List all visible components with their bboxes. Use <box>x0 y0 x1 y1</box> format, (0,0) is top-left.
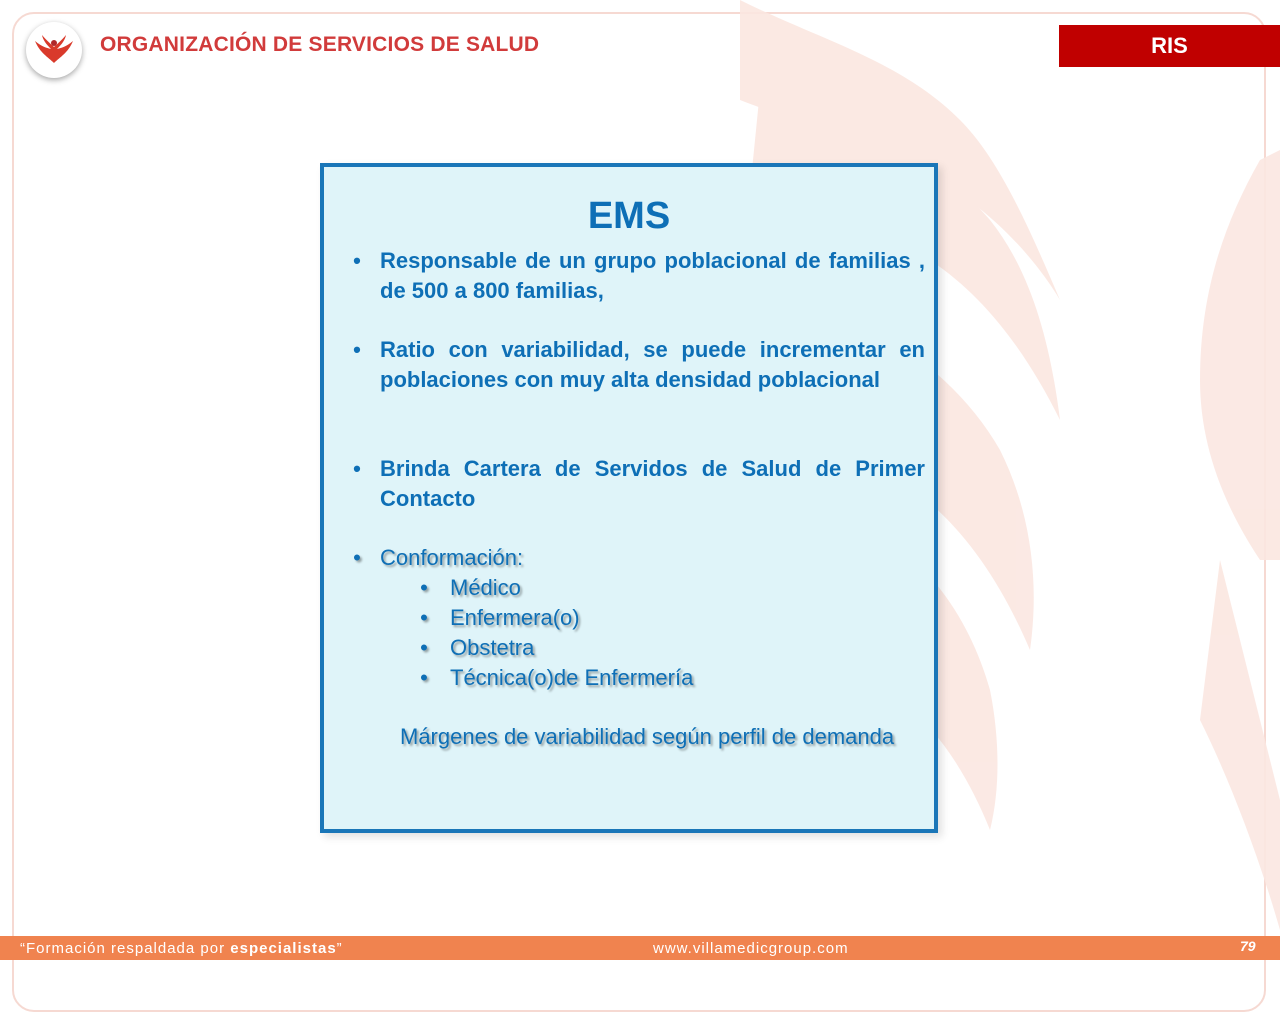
bullet-icon: • <box>420 665 428 690</box>
section-badge: RIS <box>1059 25 1280 67</box>
list-item: • Ratio con variabilidad, se puede incrementar en poblaciones con muy alta densidad poblacional <box>334 335 925 395</box>
bullet-icon: • <box>353 248 361 273</box>
list-item: • Brinda Cartera de Servidos de Salud de Primer Contacto <box>334 454 925 514</box>
company-logo <box>26 22 82 78</box>
ems-card <box>320 163 938 833</box>
bullet-icon: • <box>353 545 361 570</box>
card-title: EMS <box>587 195 671 237</box>
card-note: Márgenes de variabilidad según perfil de demanda <box>400 724 895 749</box>
bullet-icon: • <box>353 337 361 362</box>
footer-tagline: “Formación respaldada por especialistas” <box>20 940 343 957</box>
bullet-icon: • <box>420 575 428 600</box>
bullet-icon: • <box>420 605 428 630</box>
bullet-icon: • <box>420 635 428 660</box>
footer-bar <box>0 936 1280 960</box>
footer-website: www.villamedicgroup.com <box>653 940 849 957</box>
bullet-icon: • <box>353 456 361 481</box>
page-title: ORGANIZACIÓN DE SERVICIOS DE SALUD <box>100 33 540 56</box>
list-item: • Conformación: <box>334 543 925 573</box>
phoenix-logo-icon <box>34 33 74 67</box>
list-item: • Responsable de un grupo poblacional de familias , de 500 a 800 familias, <box>334 246 925 306</box>
sub-list-item: • Médico <box>398 573 918 603</box>
sub-list-item: • Enfermera(o) <box>398 603 918 633</box>
page-number: 79 <box>1240 938 1256 954</box>
sub-list-item: • Técnica(o)de Enfermería <box>398 663 918 693</box>
sub-list-item: • Obstetra <box>398 633 918 663</box>
